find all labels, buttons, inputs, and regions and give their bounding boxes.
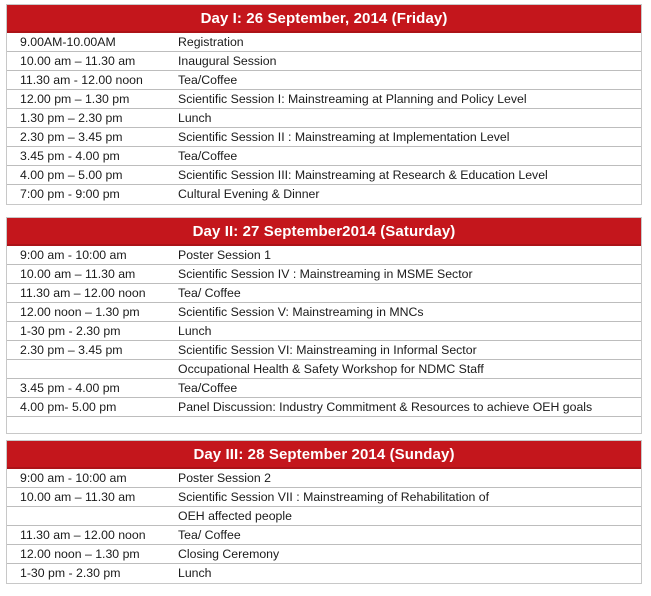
time-cell: 11.30 am – 12.00 noon <box>20 286 146 300</box>
day-1-rows <box>7 33 641 204</box>
time-cell: 2.30 pm – 3.45 pm <box>20 343 123 357</box>
time-cell: 1.30 pm – 2.30 pm <box>20 111 123 125</box>
day-3-header: Day III: 28 September 2014 (Sunday) <box>7 441 641 469</box>
time-cell: 4.00 pm – 5.00 pm <box>20 168 123 182</box>
schedule-row <box>7 246 641 265</box>
day-3-schedule <box>6 440 642 584</box>
schedule-row <box>7 564 641 583</box>
time-cell: 10.00 am – 11.30 am <box>20 267 136 281</box>
schedule-row <box>7 52 641 71</box>
session-cell: Cultural Evening & Dinner <box>178 187 320 201</box>
schedule-row <box>7 284 641 303</box>
session-cell: Lunch <box>178 324 212 338</box>
time-cell: 10.00 am – 11.30 am <box>20 54 136 68</box>
session-cell: Poster Session 1 <box>178 248 271 262</box>
session-cell: Registration <box>178 35 244 49</box>
time-cell: 12.00 noon – 1.30 pm <box>20 547 140 561</box>
session-cell: Scientific Session IV : Mainstreaming in MSME Sector <box>178 267 473 281</box>
session-cell: Tea/Coffee <box>178 381 238 395</box>
time-cell: 3.45 pm - 4.00 pm <box>20 149 120 163</box>
schedule-row <box>7 545 641 564</box>
session-cell: Tea/Coffee <box>178 73 238 87</box>
session-cell: Panel Discussion: Industry Commitment & Resources to achieve OEH goals <box>178 400 593 414</box>
schedule-row <box>7 33 641 52</box>
schedule-row <box>7 360 641 379</box>
time-cell: 9:00 am - 10:00 am <box>20 248 127 262</box>
session-cell: Inaugural Session <box>178 54 277 68</box>
session-cell: Closing Ceremony <box>178 547 280 561</box>
time-cell: 12.00 pm – 1.30 pm <box>20 92 130 106</box>
session-cell: Lunch <box>178 566 212 580</box>
schedule-row <box>7 71 641 90</box>
session-cell: OEH affected people <box>178 509 292 523</box>
schedule-row <box>7 322 641 341</box>
session-cell: Occupational Health & Safety Workshop for NDMC Staff <box>178 362 484 376</box>
schedule-row <box>7 265 641 284</box>
schedule-row <box>7 469 641 488</box>
session-cell: Tea/ Coffee <box>178 528 241 542</box>
time-cell: 9.00AM-10.00AM <box>20 35 116 49</box>
schedule-row <box>7 128 641 147</box>
time-cell: 3.45 pm - 4.00 pm <box>20 381 120 395</box>
schedule-row <box>7 147 641 166</box>
time-cell: 12.00 noon – 1.30 pm <box>20 305 140 319</box>
schedule-row <box>7 166 641 185</box>
session-cell: Poster Session 2 <box>178 471 271 485</box>
time-cell <box>7 360 178 378</box>
day-3-rows <box>7 469 641 583</box>
day-1-header: Day I: 26 September, 2014 (Friday) <box>7 5 641 33</box>
session-cell: Scientific Session VI: Mainstreaming in Informal Sector <box>178 343 477 357</box>
schedule-row <box>7 109 641 128</box>
session-cell: Scientific Session III: Mainstreaming at Research & Education Level <box>178 168 548 182</box>
time-cell: 9:00 am - 10:00 am <box>20 471 127 485</box>
time-cell: 2.30 pm – 3.45 pm <box>20 130 123 144</box>
session-cell: Scientific Session I: Mainstreaming at Planning and Policy Level <box>178 92 527 106</box>
day-1-schedule <box>6 4 642 205</box>
schedule-row <box>7 303 641 322</box>
time-cell: 1-30 pm - 2.30 pm <box>20 566 121 580</box>
time-cell: 4.00 pm- 5.00 pm <box>20 400 117 414</box>
time-cell: 11.30 am - 12.00 noon <box>20 73 143 87</box>
schedule-row <box>7 398 641 417</box>
schedule-row <box>7 90 641 109</box>
schedule-row <box>7 379 641 398</box>
session-cell: Scientific Session V: Mainstreaming in MNCs <box>178 305 424 319</box>
schedule-row <box>7 507 641 526</box>
spacer-row <box>7 417 641 433</box>
schedule-row <box>7 341 641 360</box>
time-cell: 10.00 am – 11.30 am <box>20 490 136 504</box>
session-cell: Tea/Coffee <box>178 149 238 163</box>
time-cell <box>7 507 178 525</box>
time-cell: 1-30 pm - 2.30 pm <box>20 324 121 338</box>
schedule-row <box>7 526 641 545</box>
session-cell: Tea/ Coffee <box>178 286 241 300</box>
schedule-row <box>7 185 641 204</box>
schedule-row <box>7 488 641 507</box>
session-cell: Lunch <box>178 111 212 125</box>
day-2-schedule <box>6 217 642 434</box>
day-2-header: Day II: 27 September2014 (Saturday) <box>7 218 641 246</box>
session-cell: Scientific Session VII : Mainstreaming of Rehabilitation of <box>178 490 489 504</box>
session-cell: Scientific Session II : Mainstreaming at Implementation Level <box>178 130 510 144</box>
day-2-rows <box>7 246 641 433</box>
time-cell: 7:00 pm - 9:00 pm <box>20 187 120 201</box>
time-cell: 11.30 am – 12.00 noon <box>20 528 146 542</box>
